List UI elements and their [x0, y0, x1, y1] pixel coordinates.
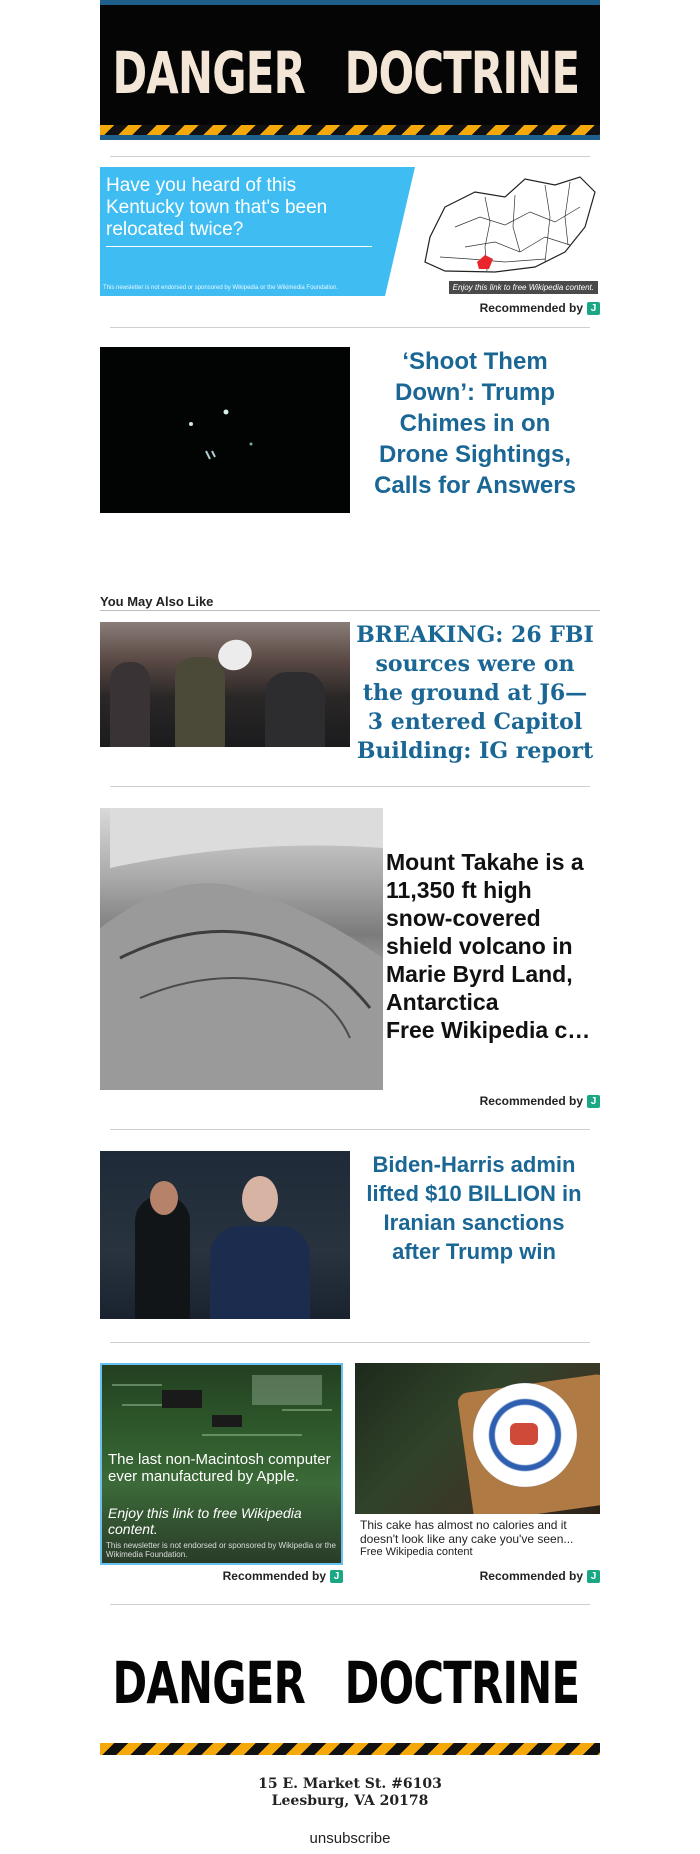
ad-takahe-sub: Free Wikipedia c… — [386, 1017, 591, 1043]
hazard-stripe — [100, 1743, 600, 1755]
brand-right: DOCTRINE — [344, 39, 580, 107]
brand-left: DANGER — [112, 39, 306, 107]
section-title: You May Also Like — [100, 594, 214, 609]
footer-address — [100, 1776, 600, 1810]
recommended-by[interactable] — [480, 1569, 600, 1583]
ad-takahe-title: Mount Takahe is a 11,350 ft high snow-covered shield volcano in Marie Byrd Land, Antarctica — [386, 849, 584, 1015]
divider — [110, 1604, 590, 1605]
story-j6-headline[interactable]: BREAKING: 26 FBI sources were on the ground at J6—3 entered Capitol Building: IG report — [356, 622, 594, 764]
recommended-label: Recommended by — [479, 1094, 583, 1108]
crowd-figure — [175, 657, 225, 747]
story-drones-headline[interactable]: ‘Shoot Them Down’: Trump Chimes in on Drone Sightings, Calls for Answers — [374, 348, 576, 499]
story-j6-image[interactable] — [100, 622, 350, 747]
volcano-relief — [100, 808, 383, 1090]
recommended-by[interactable] — [480, 1094, 600, 1108]
divider — [110, 327, 590, 328]
story-biden-image[interactable] — [100, 1151, 350, 1319]
crowd-figure — [110, 662, 150, 747]
ad-kentucky-caption: Enjoy this link to free Wikipedia content. — [449, 281, 598, 294]
footer-brand-left: DANGER — [112, 1649, 306, 1717]
recommended-by[interactable] — [223, 1569, 343, 1583]
story-drones-image[interactable] — [100, 347, 350, 513]
recommended-logo-icon: J — [587, 1570, 600, 1583]
ad-takahe-image[interactable] — [100, 808, 383, 1090]
ad-apple-disclaimer: This newsletter is not endorsed or sponsored by Wikipedia or the Wikimedia Foundation. — [106, 1541, 336, 1559]
crowd-figure — [265, 672, 325, 747]
recommended-logo-icon: J — [330, 1570, 343, 1583]
hazard-stripe — [100, 125, 600, 135]
ad-kentucky-rule — [106, 246, 372, 247]
recommended-logo-icon: J — [587, 302, 600, 315]
divider — [110, 1129, 590, 1130]
ad-apple-text: The last non-Macintosh computer ever manufactured by Apple. — [108, 1451, 331, 1485]
divider — [110, 1342, 590, 1343]
person-face — [242, 1176, 278, 1222]
ad-kentucky-disclaimer: This newsletter is not endorsed or sponsored by Wikipedia or the Wikimedia Foundation. — [103, 285, 339, 291]
footer-brand[interactable] — [100, 1630, 600, 1760]
ad-cake-text[interactable] — [360, 1518, 598, 1559]
person-face — [150, 1181, 178, 1215]
ad-kentucky-text: Have you heard of this Kentucky town that's been relocated twice? — [106, 175, 328, 240]
recommended-by[interactable] — [480, 301, 600, 315]
address-line-1: 15 E. Market St. #6103 — [258, 1776, 442, 1792]
footer-brand-right: DOCTRINE — [344, 1649, 580, 1717]
divider — [110, 156, 590, 157]
ad-apple-sub: Enjoy this link to free Wikipedia content. — [108, 1505, 302, 1537]
story-biden-headline[interactable]: Biden-Harris admin lifted $10 BILLION in Iranian sanctions after Trump win — [366, 1152, 582, 1264]
divider — [110, 786, 590, 787]
ad-apple-card[interactable] — [100, 1363, 343, 1565]
recommended-label: Recommended by — [479, 1569, 583, 1583]
ad-cake-title: This cake has almost no calories and it doesn't look like any cake you've seen... — [360, 1518, 574, 1546]
section-rule — [100, 610, 600, 611]
ad-cake-sub: Free Wikipedia content — [360, 1546, 473, 1558]
cake-slice — [510, 1423, 538, 1445]
address-line-2: Leesburg, VA 20178 — [271, 1793, 429, 1809]
recommended-label: Recommended by — [479, 301, 583, 315]
circuit-board — [102, 1365, 343, 1465]
header-banner[interactable] — [100, 0, 600, 140]
ad-kentucky[interactable] — [100, 167, 600, 296]
kentucky-map — [385, 167, 600, 296]
drone-lights — [100, 347, 350, 513]
recommended-label: Recommended by — [222, 1569, 326, 1583]
recommended-logo-icon: J — [587, 1095, 600, 1108]
header-top-bar — [100, 0, 600, 5]
header-bottom-bar — [100, 135, 600, 140]
person-figure — [210, 1226, 310, 1319]
ad-takahe-text[interactable] — [386, 848, 598, 1044]
unsubscribe-link[interactable]: unsubscribe — [309, 1830, 391, 1847]
ad-cake-image[interactable] — [355, 1363, 600, 1514]
